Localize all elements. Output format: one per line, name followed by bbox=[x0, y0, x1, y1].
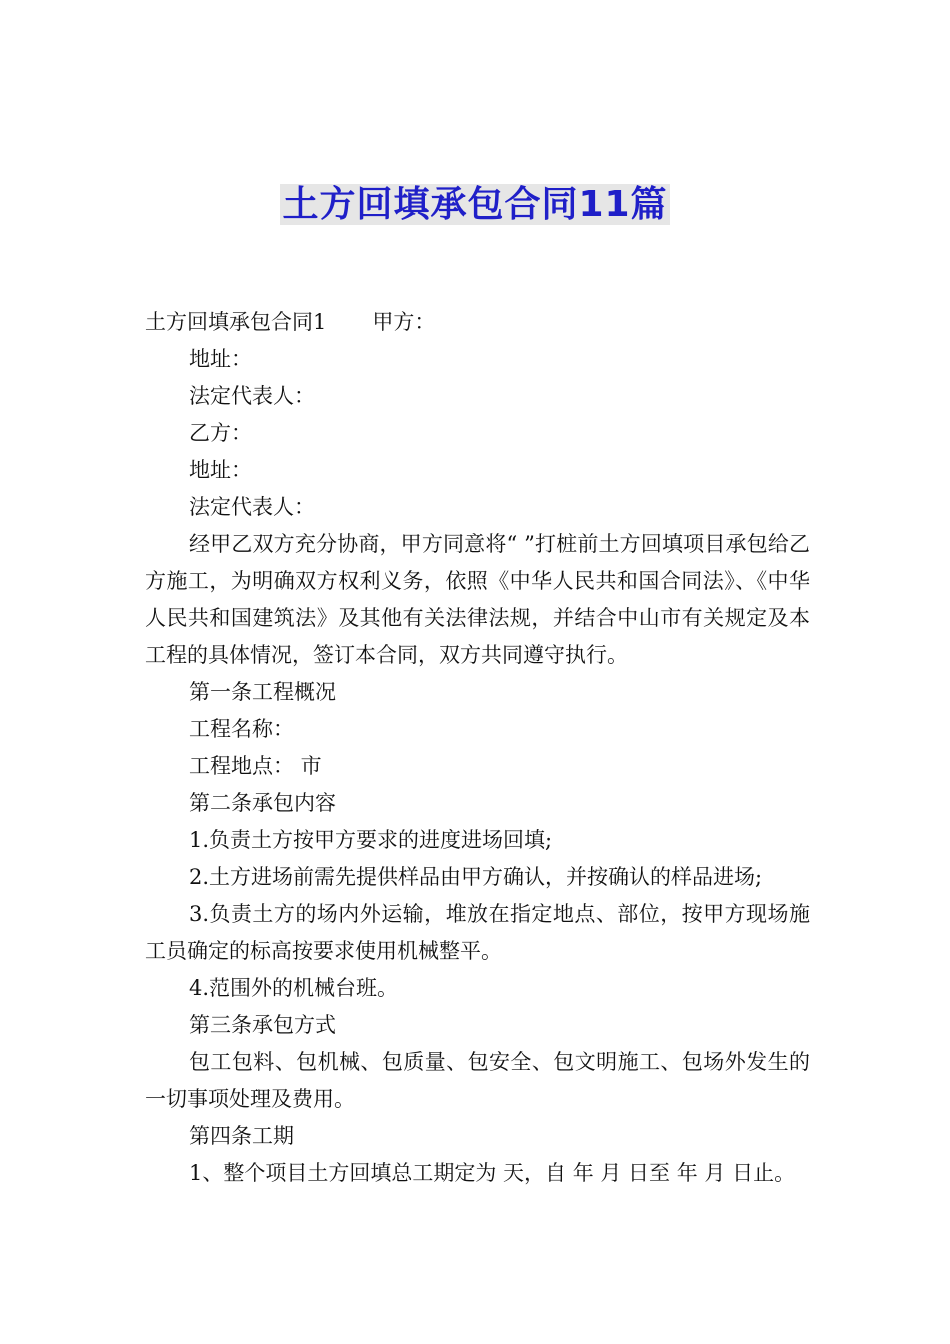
article-4-item-1: 1、整个项目土方回填总工期定为 天，自 年 月 日至 年 月 日止。 bbox=[189, 1161, 796, 1185]
party-b-label: 乙方： bbox=[189, 421, 252, 445]
document-body bbox=[145, 304, 810, 1192]
party-b-representative: 法定代表人： bbox=[189, 495, 315, 519]
document-title bbox=[0, 176, 950, 227]
contract-heading-line bbox=[145, 304, 810, 341]
article-2-item-4: 4.范围外的机械台班。 bbox=[189, 976, 399, 1000]
article-3-title: 第三条承包方式 bbox=[189, 1013, 336, 1037]
party-b-address: 地址： bbox=[189, 458, 252, 482]
contract-heading: 土方回填承包合同1 bbox=[145, 310, 327, 334]
article-4-title: 第四条工期 bbox=[189, 1124, 294, 1148]
party-a-label: 甲方： bbox=[372, 310, 436, 334]
article-2-item-2: 2.土方进场前需先提供样品由甲方确认，并按确认的样品进场; bbox=[189, 865, 763, 889]
article-3-text: 包工包料、包机械、包质量、包安全、包文明施工、包场外发生的一切事项处理及费用。 bbox=[145, 1050, 810, 1111]
project-location: 工程地点： 市 bbox=[189, 754, 322, 778]
article-2-title: 第二条承包内容 bbox=[189, 791, 336, 815]
intro-paragraph: 经甲乙双方充分协商，甲方同意将“ ”打桩前土方回填项目承包给乙方施工，为明确双方权利义务，依照《中华人民共和国合同法》、《中华人民共和国建筑法》及其他有关法律法规，并结合中山市有关规定及本工程的具体情况，签订本合同，双方共同遵守执行。 bbox=[145, 532, 810, 667]
party-a-representative: 法定代表人： bbox=[189, 384, 315, 408]
article-1-title: 第一条工程概况 bbox=[189, 680, 336, 704]
party-a-address: 地址： bbox=[189, 347, 252, 371]
article-2-item-3: 3.负责土方的场内外运输，堆放在指定地点、部位，按甲方现场施工员确定的标高按要求使用机械整平。 bbox=[145, 902, 810, 963]
document-title-text: 土方回填承包合同11篇 bbox=[282, 184, 668, 225]
article-2-item-1: 1.负责土方按甲方要求的进度进场回填; bbox=[189, 828, 553, 852]
project-name: 工程名称： bbox=[189, 717, 294, 741]
